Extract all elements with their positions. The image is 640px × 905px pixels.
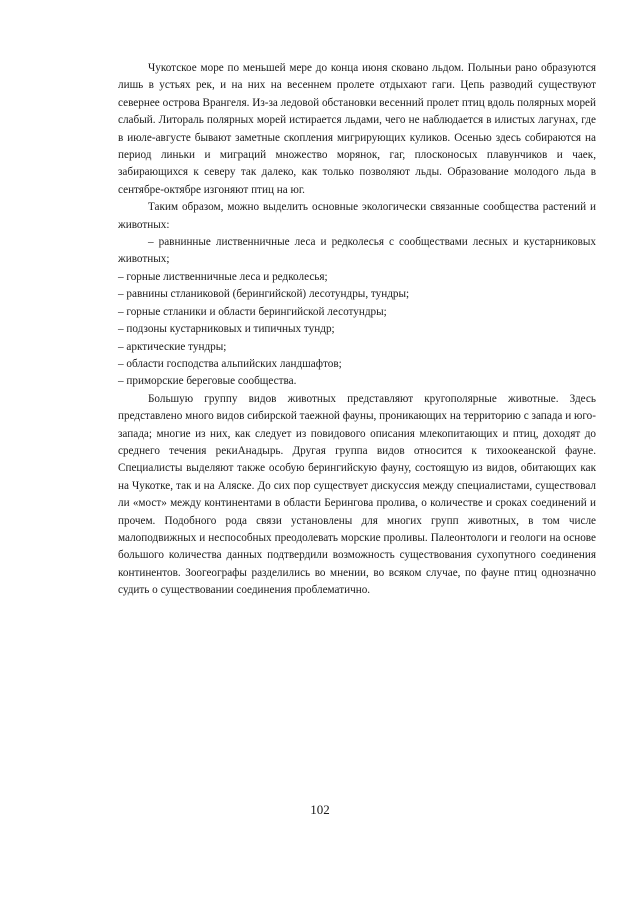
paragraph-communities-intro: Таким образом, можно выделить основные экологически связанные сообщества растений и животных: — [118, 201, 596, 231]
list-item-coastal-communities: – приморские береговые сообщества. — [118, 375, 297, 388]
list-item-shrub-tundra: – подзоны кустарниковых и типичных тундр; — [118, 323, 335, 336]
paragraph-chukchi-sea: Чукотское море по меньшей мере до конца июня сковано льдом. Полыньи рано образуются лишь в устьях рек, и на них на весеннем пролете отдыхают гаги. Цепь разводий существуют севернее острова Врангеля. Из-за ледовой обстановки весенний пролет птиц вдоль полярных морей слабый. Литораль полярных морей истирается льдами, чего не наблюдается в илистых лагунах, где в июле-августе бывают заметные скопления мигрирующих куликов. Осенью здесь собираются на период линьки и миграций множество морянок, гаг, плосконосых плавунчиков и чаек, забирающихся к северу так далеко, как только позволяют льды. Образование молодого льда в сентябре-октябре изгоняют птиц на юг. — [118, 62, 596, 196]
list-item-stlanik-plains: – равнины стланиковой (берингийской) лесотундры, тундры; — [118, 288, 410, 301]
list-item-arctic-tundra: – арктические тундры; — [118, 340, 227, 353]
list-item-alpine-landscapes: – области господства альпийских ландшафтов; — [118, 357, 342, 370]
list-item-mountain-stlanik: – горные стланики и области берингийской лесотундры; — [118, 305, 387, 318]
list-item-mountain-larch-forests: – горные лиственничные леса и редколесья; — [118, 270, 328, 283]
list-item-plain-larch-forests: – равнинные лиственничные леса и редколесья с сообществами лесных и кустарниковых животных; — [118, 236, 596, 266]
page-number: 102 — [310, 802, 330, 817]
paragraph-fauna-groups: Большую группу видов животных представляют кругополярные животные. Здесь представлено много видов сибирской таежной фауны, проникающих на территорию с запада и юго-запада; многие из них, как следует из повидового описания млекопитающих и птиц, доходят до среднего течения рекиАнадырь. Другая группа видов относится к тихоокеанской фауне. Специалисты выделяют также особую берингийскую фауну, состоящую из видов, обитающих как на Чукотке, так и на Аляске. До сих пор существует дискуссия между специалистами, существовал ли «мост» между континентами в области Берингова пролива, о количестве и сроках соединений и прочем. Подобного рода связи установлены для многих групп животных, в том числе малоподвижных и неспособных преодолевать морские проливы. Палеонтологи и геологи на основе большого количества данных подтвердили возможность существования сухопутного соединения континентов. Зоогеографы разделились во мнении, во всяком случае, по фауне птиц однозначно судить о существовании соединения проблематично. — [118, 392, 596, 597]
body-text — [118, 60, 596, 600]
